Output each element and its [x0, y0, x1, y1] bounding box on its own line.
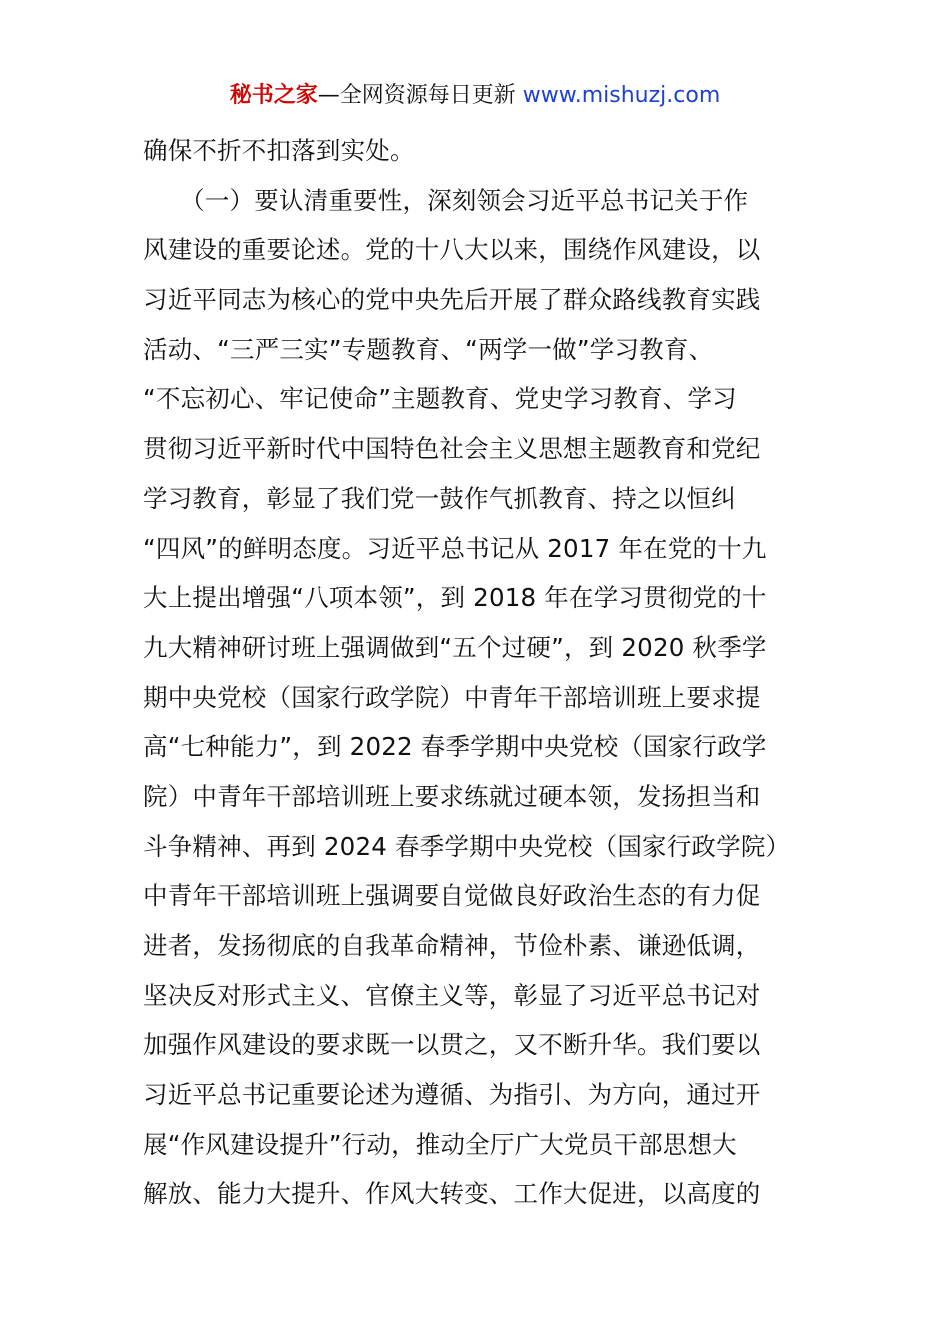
text-line: 解放、能力大提升、作风大转变、工作大促进，以高度的 [143, 1179, 761, 1209]
text-line: （一）要认清重要性，深刻领会习近平总书记关于作 [143, 185, 749, 215]
text-line: 进者，发扬彻底的自我革命精神，节俭朴素、谦逊低调， [143, 931, 761, 960]
text-line: “不忘初心、牢记使命”主题教育、党史学习教育、学习 [143, 384, 737, 414]
site-header [0, 78, 950, 114]
text-line: 学习教育，彰显了我们党一鼓作气抓教育、持之以恒纠 [143, 483, 736, 513]
text-line: 习近平总书记重要论述为遵循、为指引、为方向，通过开 [143, 1080, 761, 1110]
text-line: 加强作风建设的要求既一以贯之，又不断升华。我们要以 [143, 1030, 761, 1060]
text-line: 高“七种能力”，到 2022 春季学期中央党校（国家行政学 [143, 732, 767, 762]
text-line: 确保不折不扣落到实处。 [143, 136, 415, 165]
text-line: 活动、“三严三实”专题教育、“两学一做”学习教育、 [143, 334, 714, 364]
text-line: 九大精神研讨班上强调做到“五个过硬”，到 2020 秋季学 [143, 632, 767, 662]
text-line: 斗争精神、再到 2024 春季学期中央党校（国家行政学院） [143, 831, 791, 861]
text-line: 贯彻习近平新时代中国特色社会主义思想主题教育和党纪 [143, 434, 761, 464]
site-url-link[interactable]: www.mishuzj.com [522, 83, 721, 108]
text-line: 坚决反对形式主义、官僚主义等，彰显了习近平总书记对 [143, 980, 761, 1010]
document-body [143, 126, 823, 1219]
text-line: 期中央党校（国家行政学院）中青年干部培训班上要求提 [143, 682, 761, 712]
site-tagline: —全网资源每日更新 [317, 83, 516, 108]
text-line: 风建设的重要论述。党的十八大以来，围绕作风建设，以 [143, 235, 761, 265]
text-line: 院）中青年干部培训班上要求练就过硬本领，发扬担当和 [143, 781, 761, 811]
text-line: “四风”的鲜明态度。习近平总书记从 2017 年在党的十九 [143, 533, 767, 563]
text-line: 中青年干部培训班上强调要自觉做良好政治生态的有力促 [143, 881, 761, 911]
text-line: 展“作风建设提升”行动，推动全厅广大党员干部思想大 [143, 1129, 737, 1159]
text-line: 习近平同志为核心的党中央先后开展了群众路线教育实践 [143, 285, 761, 315]
site-brand: 秘书之家 [229, 83, 318, 108]
text-line: 大上提出增强“八项本领”，到 2018 年在学习贯彻党的十 [143, 583, 767, 613]
